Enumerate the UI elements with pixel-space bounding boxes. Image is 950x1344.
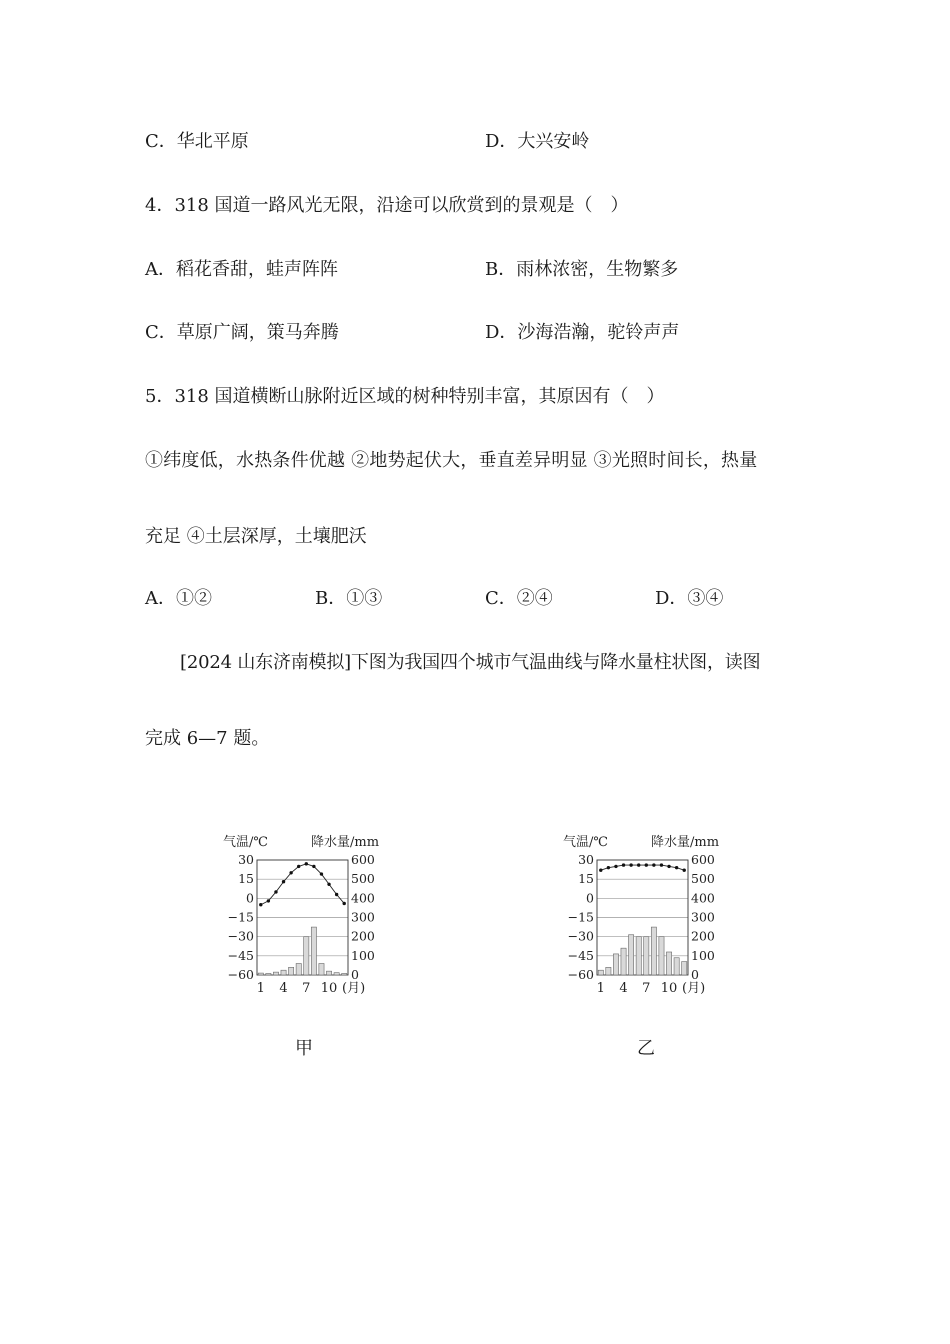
precip-bar (666, 952, 671, 975)
temp-point (637, 863, 640, 866)
precip-bar (281, 970, 286, 975)
precip-bar (296, 964, 301, 976)
precip-tick-label: 600 (691, 852, 715, 867)
temp-point (660, 863, 663, 866)
q5-option-a: A．①② (145, 588, 212, 609)
precip-bar (304, 937, 309, 975)
precip-tick-label: 400 (351, 890, 375, 906)
left-axis-title: 气温/℃ (223, 835, 268, 850)
right-axis-title: 降水量/mm (651, 835, 720, 850)
x-tick-label: 7 (302, 981, 311, 996)
temp-tick-label: −30 (567, 928, 594, 944)
temp-point (607, 866, 610, 869)
x-tick-label: 10 (320, 981, 338, 996)
precip-bar (613, 954, 618, 975)
q5-option-d: D．③④ (655, 588, 724, 609)
temp-point (327, 883, 330, 886)
precip-bar (258, 973, 263, 975)
precip-bar (682, 962, 687, 975)
temp-point (343, 902, 346, 905)
q4-option-b: B．雨林浓密，生物繁多 (485, 259, 679, 280)
temp-tick-label: 15 (238, 871, 254, 887)
temp-point (629, 863, 632, 866)
q5-option-b: B．①③ (315, 588, 383, 609)
chart-caption-yi: 乙 (637, 1038, 655, 1059)
x-tick-label: 1 (596, 981, 605, 996)
temp-line (601, 865, 684, 870)
precip-tick-label: 500 (691, 871, 715, 887)
q4-option-a: A．稻花香甜，蛙声阵阵 (145, 259, 338, 280)
precip-bar (636, 937, 641, 975)
precip-tick-label: 600 (351, 852, 375, 867)
precip-tick-label: 300 (691, 909, 715, 925)
temp-point (614, 865, 617, 868)
temp-point (683, 869, 686, 872)
temp-point (667, 865, 670, 868)
temp-point (274, 890, 277, 893)
climate-chart-yi (555, 828, 745, 1007)
x-unit-label: (月) (342, 981, 366, 996)
temp-tick-label: −45 (567, 947, 594, 963)
precip-bar (651, 927, 656, 975)
temp-point (622, 863, 625, 866)
precip-tick-label: 100 (691, 947, 715, 963)
temp-tick-label: −60 (567, 967, 594, 982)
q5-statements-line2: 充足 ④土层深厚，土壤肥沃 (145, 526, 367, 547)
precip-bar (606, 967, 611, 975)
x-tick-label: 1 (256, 981, 265, 996)
precip-bar (659, 937, 664, 975)
precip-bar (598, 970, 603, 975)
temp-point (320, 872, 323, 875)
precip-tick-label: 200 (691, 928, 715, 944)
precip-bar (621, 948, 626, 975)
precip-tick-label: 200 (351, 928, 375, 944)
temp-point (259, 903, 262, 906)
chart-caption-jia: 甲 (295, 1038, 313, 1059)
precip-bar (266, 973, 271, 975)
precip-bar (273, 972, 278, 975)
temp-tick-label: −45 (227, 947, 254, 963)
q3-option-d: D．大兴安岭 (485, 131, 590, 152)
right-axis-title: 降水量/mm (311, 835, 380, 850)
x-tick-label: 7 (642, 981, 651, 996)
q5-stem: 5．318 国道横断山脉附近区域的树种特别丰富，其原因有（ ） (145, 386, 665, 407)
intro-line2: 完成 6—7 题。 (145, 728, 270, 749)
climate-chart-jia (215, 828, 405, 1007)
temp-point (312, 865, 315, 868)
temp-point (297, 865, 300, 868)
temp-tick-label: −30 (227, 928, 254, 944)
x-unit-label: (月) (682, 981, 706, 996)
precip-bar (289, 967, 294, 975)
q3-option-c: C．华北平原 (145, 131, 249, 152)
q4-stem: 4．318 国道一路风光无限，沿途可以欣赏到的景观是（ ） (145, 195, 629, 216)
precip-bar (674, 958, 679, 975)
temp-point (335, 893, 338, 896)
precip-bar (319, 964, 324, 976)
temp-point (652, 863, 655, 866)
temp-point (289, 871, 292, 874)
precip-bar (334, 973, 339, 975)
precip-bar (311, 927, 316, 975)
q5-statements-line1: ①纬度低，水热条件优越 ②地势起伏大，垂直差异明显 ③光照时间长，热量 (145, 450, 758, 471)
precip-bar (644, 937, 649, 975)
q5-option-c: C．②④ (485, 588, 553, 609)
precip-tick-label: 100 (351, 947, 375, 963)
q4-option-d: D．沙海浩瀚，驼铃声声 (485, 322, 680, 343)
precip-tick-label: 500 (351, 871, 375, 887)
x-tick-label: 4 (619, 981, 628, 996)
left-axis-title: 气温/℃ (563, 835, 608, 850)
temp-tick-label: 15 (578, 871, 594, 887)
precip-tick-label: 0 (351, 967, 359, 982)
precip-bar (326, 971, 331, 975)
temp-point (282, 880, 285, 883)
precip-tick-label: 400 (691, 890, 715, 906)
climate-chart-yi-svg (555, 828, 745, 1003)
intro-line1: [2024 山东济南模拟]下图为我国四个城市气温曲线与降水量柱状图，读图 (180, 652, 761, 673)
precip-bar (342, 973, 347, 975)
temp-tick-label: 0 (586, 890, 594, 906)
temp-point (599, 869, 602, 872)
temp-point (675, 866, 678, 869)
temp-tick-label: 30 (238, 852, 254, 867)
temp-tick-label: −15 (567, 909, 594, 925)
temp-tick-label: 30 (578, 852, 594, 867)
temp-tick-label: −60 (227, 967, 254, 982)
precip-tick-label: 300 (351, 909, 375, 925)
q4-option-c: C．草原广阔，策马奔腾 (145, 322, 339, 343)
climate-chart-jia-svg (215, 828, 405, 1003)
temp-point (305, 862, 308, 865)
temp-point (267, 899, 270, 902)
x-tick-label: 4 (279, 981, 288, 996)
temp-tick-label: 0 (246, 890, 254, 906)
precip-tick-label: 0 (691, 967, 699, 982)
temp-point (645, 863, 648, 866)
x-tick-label: 10 (660, 981, 678, 996)
precip-bar (629, 935, 634, 975)
temp-tick-label: −15 (227, 909, 254, 925)
